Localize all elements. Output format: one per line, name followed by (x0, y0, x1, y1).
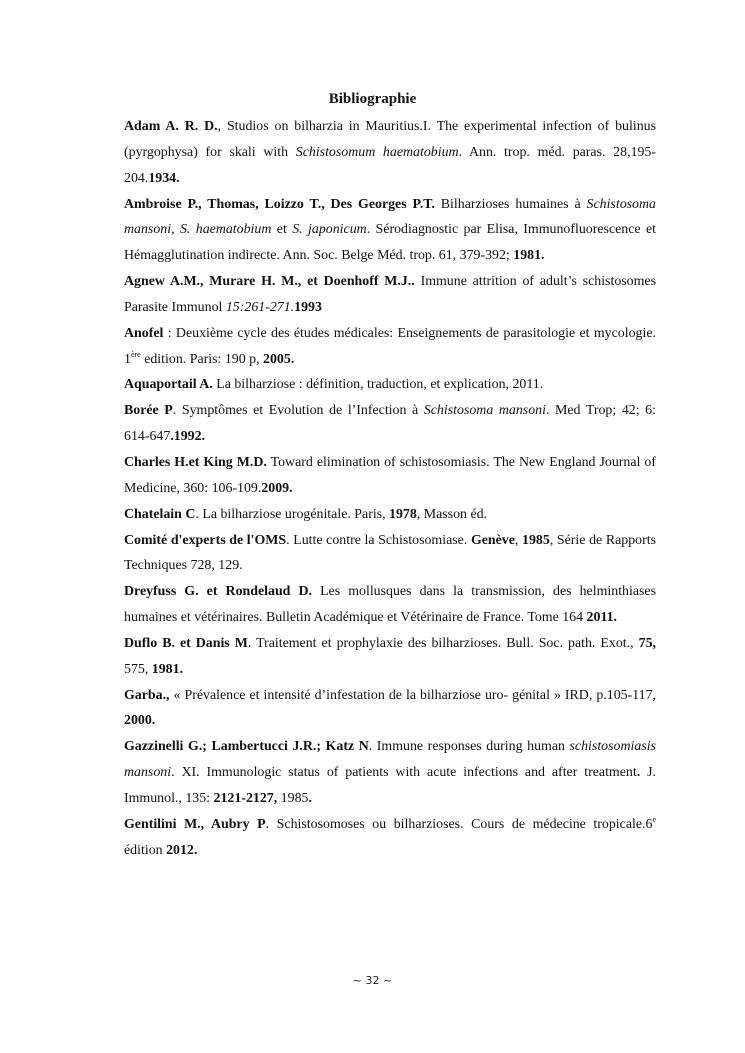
entry-text: edition. Paris: 190 p, (140, 351, 264, 367)
bibliography-entry (124, 372, 656, 398)
entry-species: schistosomiasis mansoni (124, 739, 656, 781)
entry-text: Immune attrition of adult’s schistosomes Parasite Immunol (124, 274, 656, 315)
entry-authors: Ambroise P., Thomas, Loizzo T., Des Georges P.T. (124, 196, 435, 212)
entry-text: . Ann. trop. méd. paras. 28,195-204. (124, 144, 656, 186)
entry-text: . Sérodiagnostic par Elisa, Immunofluorescence et Hémagglutination indirecte. Ann. Soc. Belge Méd. trop. 61, 379-392; (124, 222, 656, 264)
entry-text: . Immune responses during human (368, 739, 570, 755)
entry-pages: 15:261-271. (225, 299, 295, 315)
entry-year: 1981. (513, 248, 545, 264)
entry-year: 2011. (586, 610, 618, 626)
entry-authors: Garba., (124, 687, 170, 703)
bibliography-entry (124, 528, 656, 580)
entry-text: , Série de Rapports Techniques 728, 129. (124, 532, 656, 574)
bibliography-entry (124, 192, 656, 270)
page-number: ~ 32 ~ (352, 974, 393, 987)
bibliography-entry (124, 734, 656, 812)
entry-year: 1934. (148, 170, 180, 186)
entry-text: . XI. Immunologic status of patients with acute infections and after treatment (171, 765, 637, 781)
entry-authors: Charles H.et King M.D. (124, 454, 267, 470)
entry-text: , Masson éd. (416, 506, 488, 522)
entry-species: S. japonicum (292, 222, 367, 238)
bibliography-entry (124, 631, 656, 683)
bibliography-entry (124, 450, 656, 502)
entry-authors: Anofel (124, 325, 164, 341)
entry-text: , Studios on bilharzia in Mauritius.I. The experimental infection of bulinus (pyrgophysa) for skali with (124, 119, 656, 160)
entry-pages: 2121-2127, (213, 790, 278, 806)
entry-text: . La bilharziose urogénitale. Paris, (195, 506, 390, 522)
page-title: Bibliographie (328, 91, 417, 107)
entry-authors: Chatelain C (124, 506, 196, 522)
entry-authors: Gentilini M., Aubry P (124, 816, 266, 832)
bibliography-entry (124, 579, 656, 631)
entry-text: 575, (124, 661, 152, 677)
entry-superscript: e (652, 814, 656, 824)
entry-place: Genève (470, 532, 515, 548)
entry-authors: Borée P (124, 403, 173, 419)
bibliography-entry (124, 683, 656, 735)
entry-year: 2009. (261, 480, 293, 496)
bibliography-entry (124, 502, 656, 528)
bibliography-entry (124, 114, 656, 192)
entry-year: 1978 (389, 506, 417, 522)
bibliography-list (124, 114, 656, 863)
entry-year: 2000. (124, 713, 156, 729)
entry-year: 2005. (263, 351, 295, 367)
entry-authors: Adam A. R. D. (124, 119, 218, 134)
entry-year: 1993 (294, 299, 322, 315)
entry-year: .1992. (170, 429, 206, 445)
entry-text: : Deuxième cycle des études médicales: Enseignements de parasitologie et mycologie. 1 (124, 325, 656, 367)
entry-text: 1985 (277, 790, 309, 806)
entry-text: . Lutte contre la Schistosomiase. (286, 532, 471, 548)
entry-year: 1985 (522, 532, 550, 548)
entry-species: Schistosoma mansoni, S. haematobium (124, 196, 656, 238)
entry-punctuation: . (636, 765, 641, 781)
entry-year: 1981. (151, 661, 184, 677)
bibliography-entry (124, 398, 656, 450)
entry-authors: Gazzinelli G.; Lambertucci J.R.; Katz N (124, 739, 369, 755)
entry-text: Les mollusques dans la transmission, des helminthiases humaines et vétérinaires. Bulletin Académique et Vétérinaire de France. Tome 164 (124, 584, 657, 626)
entry-punctuation: . (308, 790, 312, 806)
entry-text: « Prévalence et intensité d’infestation de la bilharziose uro- génital » IRD, p.105-117, (169, 687, 656, 703)
entry-authors: Aquaportail A. (124, 377, 213, 393)
entry-authors: Dreyfuss G. et Rondelaud D. (124, 584, 312, 600)
entry-text: et (271, 222, 293, 238)
entry-text: Toward elimination of schistosomiasis. The New England Journal of Medicine, 360: 106-109. (124, 454, 656, 496)
entry-authors: Agnew A.M., Murare H. M., et Doenhoff M.J.. (124, 274, 415, 290)
entry-authors: Comité d'experts de l'OMS (124, 532, 287, 548)
entry-text: . Symptômes et Evolution de l’Infection à (172, 403, 424, 419)
bibliography-entry (124, 269, 656, 321)
entry-authors: Duflo B. et Danis M (124, 635, 248, 651)
entry-text: Bilharzioses humaines à (434, 196, 587, 212)
entry-text: . Traitement et prophylaxie des bilharzioses. Bull. Soc. path. Exot., (247, 635, 639, 651)
entry-species: Schistosoma mansoni (423, 403, 546, 419)
bibliography-entry (124, 321, 656, 373)
entry-text: La bilharziose : définition, traduction, et explication, 2011. (212, 377, 544, 393)
bibliography-entry (124, 812, 656, 864)
entry-text: édition (124, 842, 167, 858)
entry-superscript: ère (130, 349, 141, 359)
entry-text: , (514, 532, 523, 548)
entry-year: 2012. (166, 842, 198, 858)
entry-text: J. Immunol., 135: (124, 765, 656, 806)
entry-species: Schistosomum haematobium (295, 144, 459, 160)
entry-volume: 75, (638, 635, 656, 651)
entry-text: . Med Trop; 42; 6: 614-647 (124, 403, 656, 445)
entry-text: . Schistosomoses ou bilharzioses. Cours de médecine tropicale.6 (265, 816, 653, 832)
